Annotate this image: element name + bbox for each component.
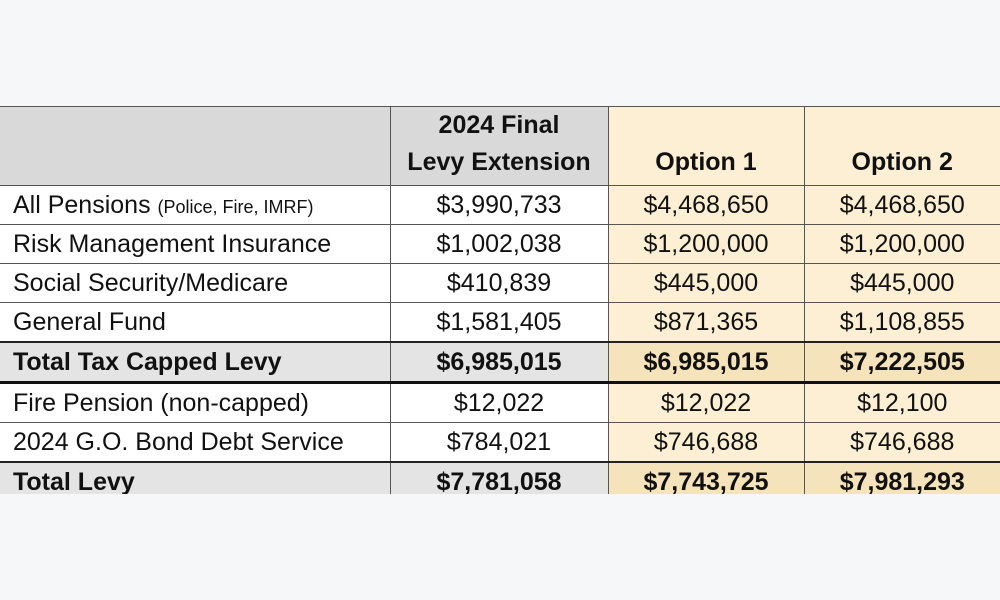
header-final-line1: 2024 Final bbox=[438, 111, 560, 139]
cell-final: $7,781,058 bbox=[390, 462, 608, 494]
cell-option-2: $1,200,000 bbox=[804, 225, 1000, 264]
levy-comparison-table bbox=[0, 106, 1000, 494]
cell-option-1: $445,000 bbox=[608, 264, 804, 303]
row-label: Total Levy bbox=[0, 462, 390, 494]
cell-option-2: $7,222,505 bbox=[804, 342, 1000, 383]
header-label-cell bbox=[0, 107, 390, 186]
table-row bbox=[0, 225, 1000, 264]
cell-option-2: $445,000 bbox=[804, 264, 1000, 303]
cell-option-1: $746,688 bbox=[608, 423, 804, 463]
cell-final: $410,839 bbox=[390, 264, 608, 303]
cell-final: $3,990,733 bbox=[390, 186, 608, 225]
cell-final: $1,581,405 bbox=[390, 303, 608, 343]
header-final-line2: Levy Extension bbox=[407, 148, 591, 176]
cell-final: $12,022 bbox=[390, 383, 608, 423]
table-row bbox=[0, 303, 1000, 343]
row-label: Fire Pension (non-capped) bbox=[0, 383, 390, 423]
cell-final: $6,985,015 bbox=[390, 342, 608, 383]
cell-option-2: $7,981,293 bbox=[804, 462, 1000, 494]
row-label: Social Security/Medicare bbox=[0, 264, 390, 303]
row-label-text: All Pensions bbox=[13, 190, 151, 219]
row-label: Risk Management Insurance bbox=[0, 225, 390, 264]
row-label-note: (Police, Fire, IMRF) bbox=[157, 196, 314, 217]
cell-option-1: $4,468,650 bbox=[608, 186, 804, 225]
row-label: General Fund bbox=[0, 303, 390, 343]
cell-option-2: $1,108,855 bbox=[804, 303, 1000, 343]
table-row bbox=[0, 264, 1000, 303]
row-label: 2024 G.O. Bond Debt Service bbox=[0, 423, 390, 463]
cell-option-2: $4,468,650 bbox=[804, 186, 1000, 225]
header-row bbox=[0, 107, 1000, 186]
row-label: Total Tax Capped Levy bbox=[0, 342, 390, 383]
cell-final: $784,021 bbox=[390, 423, 608, 463]
header-final-levy-extension bbox=[390, 107, 608, 186]
cell-option-1: $871,365 bbox=[608, 303, 804, 343]
table-row bbox=[0, 186, 1000, 225]
levy-table-image bbox=[0, 106, 1000, 494]
cell-final: $1,002,038 bbox=[390, 225, 608, 264]
total-row bbox=[0, 462, 1000, 494]
header-option-1: Option 1 bbox=[608, 107, 804, 186]
cell-option-2: $746,688 bbox=[804, 423, 1000, 463]
cell-option-2: $12,100 bbox=[804, 383, 1000, 423]
cell-option-1: $6,985,015 bbox=[608, 342, 804, 383]
cell-option-1: $12,022 bbox=[608, 383, 804, 423]
cell-option-1: $1,200,000 bbox=[608, 225, 804, 264]
total-row bbox=[0, 342, 1000, 383]
table-row bbox=[0, 383, 1000, 423]
cell-option-1: $7,743,725 bbox=[608, 462, 804, 494]
row-label bbox=[0, 186, 390, 225]
header-option-2: Option 2 bbox=[804, 107, 1000, 186]
table-row bbox=[0, 423, 1000, 463]
